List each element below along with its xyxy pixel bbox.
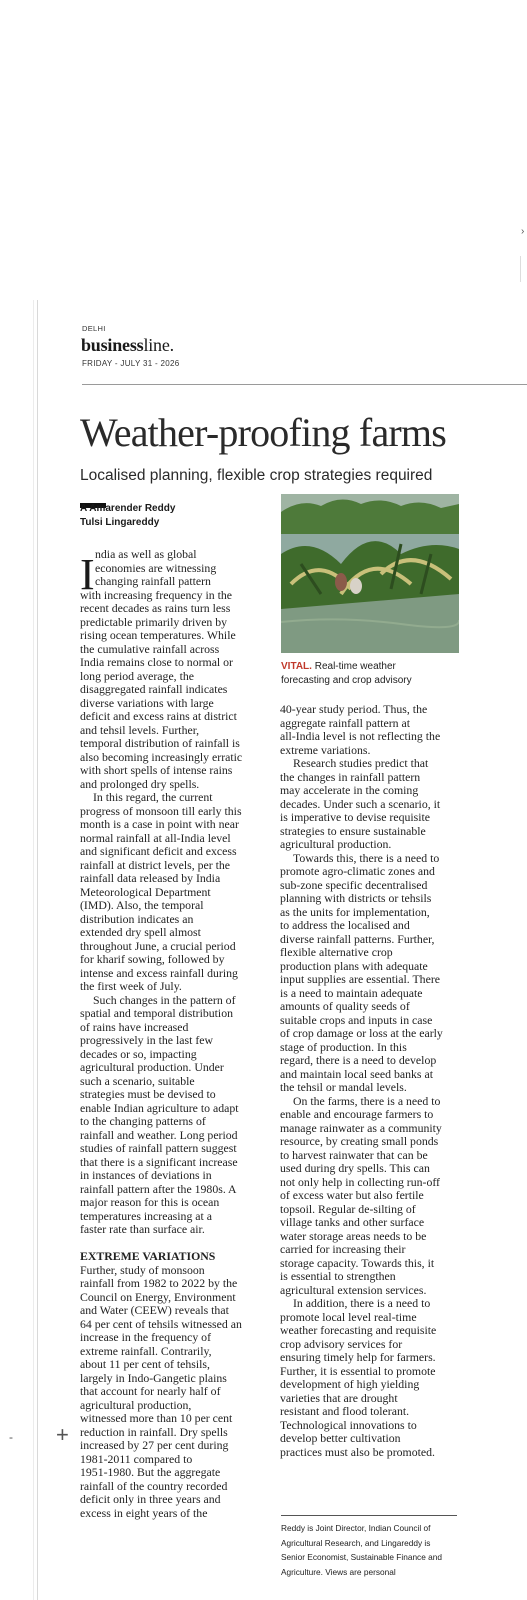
article-line: recent decades as rains turn less <box>80 601 231 615</box>
article-line: major reason for this is ocean <box>80 1195 220 1209</box>
author-name: A Amarender Reddy <box>80 503 176 514</box>
bio-line: Agricultural Research, and Lingareddy is <box>281 1537 431 1548</box>
article-line: in instances of deviations in <box>80 1168 212 1182</box>
publication-logo: businessline. <box>81 335 174 355</box>
article-line: temperatures increasing at a <box>80 1208 212 1223</box>
article-line: witnessed more than 10 per cent <box>80 1411 233 1425</box>
article-line: sub-zone specific decentralised <box>280 877 428 892</box>
article-line: village tanks and other surface <box>280 1215 425 1229</box>
article-line: as the units for implementation, <box>280 904 430 919</box>
article-line: spatial and temporal distribution <box>80 1006 234 1020</box>
article-line: On the farms, there is a need to <box>293 1093 441 1108</box>
bio-line: Agriculture. Views are personal <box>281 1566 396 1577</box>
zoom-in-button[interactable]: + <box>56 1422 69 1447</box>
article-line: excess in eight years of the <box>80 1505 208 1520</box>
article-column-1 <box>80 548 242 1520</box>
article-line: the first week of July. <box>80 979 182 993</box>
article-line: agricultural production. <box>280 837 392 851</box>
article-line: may accelerate in the coming <box>280 783 419 797</box>
article-line: predictable primarily driven by <box>80 614 228 629</box>
article-line: with increasing frequency in the <box>80 587 232 602</box>
article-line: intense and excess rainfall during <box>80 965 238 980</box>
masthead-rule <box>82 384 527 385</box>
article-line: is a need to maintain adequate <box>280 985 423 1000</box>
drop-cap: I <box>80 550 95 599</box>
article-line: manage rainwater as a community <box>280 1120 442 1135</box>
article-line: rainfall pattern after the 1980s. A <box>80 1181 237 1196</box>
article-line: enable and encourage farmers to <box>280 1107 434 1121</box>
article-line: water storage areas needs to be <box>280 1228 427 1243</box>
article-line: practices must also be promoted. <box>280 1444 435 1459</box>
article-line: extreme variations. <box>280 742 371 757</box>
article-line: and tehsil levels. Further, <box>80 722 200 737</box>
article-line: to the changing patterns of <box>80 1114 206 1128</box>
article-line: of rains have increased <box>80 1019 189 1034</box>
article-line: studies of rainfall pattern suggest <box>80 1141 237 1155</box>
article-photo <box>281 494 459 653</box>
article-line: develop better cultivation <box>280 1431 401 1445</box>
bio-line: Senior Economist, Sustainable Finance and <box>281 1552 442 1562</box>
article-line: suitable crops and inputs in case <box>280 1012 433 1027</box>
article-line: month is a case in point with near <box>80 817 239 831</box>
article-line: of excess water but also fertile <box>280 1188 424 1202</box>
article-line: 64 per cent of tehsils witnessed an <box>80 1316 242 1331</box>
article-line: throughout June, a crucial period <box>80 938 236 953</box>
article-line: (IMD). Also, the temporal <box>80 898 204 912</box>
article-line: is essential to strengthen <box>280 1269 396 1283</box>
article-line: with short spells of intense rains <box>80 763 233 777</box>
article-line: the changes in rainfall pattern <box>280 769 421 784</box>
article-line: economies are witnessing <box>95 560 217 575</box>
article-line: Research studies predict that <box>293 756 429 770</box>
article-line: progress of monsoon till early this <box>80 803 242 818</box>
article-headline: Weather-proofing farms <box>80 410 446 455</box>
article-line: India remains close to normal or <box>80 655 233 669</box>
article-line: and prolonged dry spells. <box>80 776 200 791</box>
article-line: disaggregated rainfall indicates <box>80 682 228 696</box>
article-line: promote local level real-time <box>280 1309 417 1324</box>
article-line: largely in Indo-Gangetic plains <box>80 1370 227 1385</box>
article-line: diverse rainfall patterns. Further, <box>280 931 435 946</box>
scroll-indicator: › <box>521 226 525 237</box>
article-line: production plans with adequate <box>280 958 428 973</box>
article-line: temporal distribution of rainfall is <box>80 736 240 750</box>
article-line: weather forecasting and requisite <box>280 1323 437 1337</box>
article-line: varieties that are drought <box>280 1390 398 1405</box>
article-line: amounts of quality seeds of <box>280 999 410 1013</box>
article-line: agricultural production. Under <box>80 1060 224 1074</box>
article-line: aggregate rainfall pattern at <box>280 715 411 730</box>
article-line: Meteorological Department <box>80 884 211 899</box>
article-line: changing rainfall pattern <box>95 574 211 588</box>
article-line: increase in the frequency of <box>80 1330 212 1344</box>
article-line: 40-year study period. Thus, the <box>280 702 428 716</box>
article-line: input supplies are essential. There <box>280 972 440 986</box>
article-line: for kharif sowing, followed by <box>80 952 225 966</box>
author-name: Tulsi Lingareddy <box>80 517 160 528</box>
article-line: strategies to ensure sustainable <box>280 823 426 838</box>
article-line: the cumulative rainfall across <box>80 641 220 656</box>
article-line: the tehsil or mandal levels. <box>280 1080 407 1094</box>
article-line: rainfall at district levels, per the <box>80 857 231 872</box>
article-line: Towards this, there is a need to <box>293 850 440 865</box>
article-line: rainfall data released by India <box>80 871 221 885</box>
article-line: topsoil. Regular de-silting of <box>280 1201 416 1216</box>
article-line: rainfall of the country recorded <box>80 1478 228 1493</box>
article-line: about 11 per cent of tehsils, <box>80 1357 210 1371</box>
article-line: to address the localised and <box>280 918 410 932</box>
article-line: diverse variations with large <box>80 695 214 710</box>
article-line: enable Indian agriculture to adapt <box>80 1100 239 1115</box>
article-line: Council on Energy, Environment <box>80 1289 236 1304</box>
article-line: faster rate than surface air. <box>80 1222 205 1236</box>
article-line <box>80 1237 242 1251</box>
edition-city: DELHI <box>82 324 106 333</box>
article-line: storage capacity. Towards this, it <box>280 1255 435 1270</box>
article-line: EXTREME VARIATIONS <box>80 1249 216 1263</box>
article-line: not only help in collecting run-off <box>280 1174 440 1189</box>
photo-caption: VITAL. Real-time weather forecasting and crop advisory <box>281 661 412 686</box>
article-line: Such changes in the pattern of <box>93 992 236 1007</box>
article-line: long period average, the <box>80 668 194 683</box>
article-line: agricultural production, <box>80 1397 192 1412</box>
article-line: Technological innovations to <box>280 1417 417 1432</box>
zoom-out-button[interactable]: - <box>9 1430 13 1444</box>
article-line: resistant and flood tolerant. <box>280 1404 410 1418</box>
article-line: to harvest rainwater that can be <box>280 1147 428 1162</box>
article-line: is imperative to devise requisite <box>280 810 431 824</box>
article-line: In this regard, the current <box>93 790 213 804</box>
publication-date: FRIDAY - JULY 31 - 2026 <box>82 359 180 368</box>
article-line: deficit and excess rains at district <box>80 709 237 723</box>
article-line: reduction in rainfall. Dry spells <box>80 1424 228 1439</box>
article-line: decades or so, impacting <box>80 1046 197 1061</box>
article-line: also becoming increasingly erratic <box>80 749 243 764</box>
article-line: deficit only in three years and <box>80 1492 221 1506</box>
article-line: that there is a significant increase <box>80 1154 238 1169</box>
divider <box>520 256 521 282</box>
article-line: 1981-2011 compared to <box>80 1451 193 1466</box>
article-line: distribution indicates an <box>80 911 194 926</box>
article-line: ndia as well as global <box>95 547 197 561</box>
article-line: Further, study of monsoon <box>80 1262 205 1277</box>
article-line: extended dry spell almost <box>80 925 201 939</box>
article-line: increased by 27 per cent during <box>80 1438 229 1452</box>
page-edge <box>37 300 38 1600</box>
article-line: promote agro-climatic zones and <box>280 864 435 878</box>
article-line: Further, it is essential to promote <box>280 1363 436 1378</box>
article-line: ensuring timely help for farmers. <box>280 1350 436 1364</box>
article-line: development of high yielding <box>280 1377 420 1391</box>
article-line: extreme rainfall. Contrarily, <box>80 1343 212 1358</box>
article-line: rainfall from 1982 to 2022 by the <box>80 1276 238 1290</box>
author-bio <box>281 1521 442 1579</box>
article-line: all-India level is not reflecting the <box>280 729 441 743</box>
article-line: regard, there is a need to develop <box>280 1053 437 1067</box>
article-line: and significant deficit and excess <box>80 844 237 858</box>
bio-rule <box>281 1515 457 1516</box>
article-line: 1951-1980. But the aggregate <box>80 1465 221 1479</box>
article-line: stage of production. In this <box>280 1039 407 1054</box>
article-line: normal rainfall at all-India level <box>80 830 231 845</box>
article-line: strategies must be devised to <box>80 1087 216 1101</box>
article-line: flexible alternative crop <box>280 945 393 959</box>
article-line: rainfall and weather. Long period <box>80 1127 238 1142</box>
article-line: that account for nearly half of <box>80 1384 221 1398</box>
article-line: planning with districts or tehsils <box>280 891 432 905</box>
article-line: such a scenario, suitable <box>80 1073 195 1088</box>
article-line: decades. Under such a scenario, it <box>280 796 441 811</box>
article-line: crop advisory services for <box>280 1336 403 1351</box>
article-line: In addition, there is a need to <box>293 1296 431 1310</box>
article-subheadline: Localised planning, flexible crop strategies required <box>80 467 433 484</box>
article-line: of crop damage or loss at the early <box>280 1026 443 1040</box>
article-line: rising ocean temperatures. While <box>80 628 236 642</box>
article-line: progressively in the last few <box>80 1033 214 1047</box>
bio-line: Reddy is Joint Director, Indian Council of <box>281 1523 431 1533</box>
article-line: resource, by creating small ponds <box>280 1134 439 1148</box>
article-line: used during dry spells. This can <box>280 1161 430 1175</box>
article-line: carried for increasing their <box>280 1242 406 1256</box>
page-edge <box>33 300 34 1600</box>
article-column-2 <box>280 703 443 1459</box>
article-line: and maintain local seed banks at <box>280 1066 433 1081</box>
article-line: and Water (CEEW) reveals that <box>80 1303 229 1317</box>
article-line: agricultural extension services. <box>280 1282 427 1297</box>
